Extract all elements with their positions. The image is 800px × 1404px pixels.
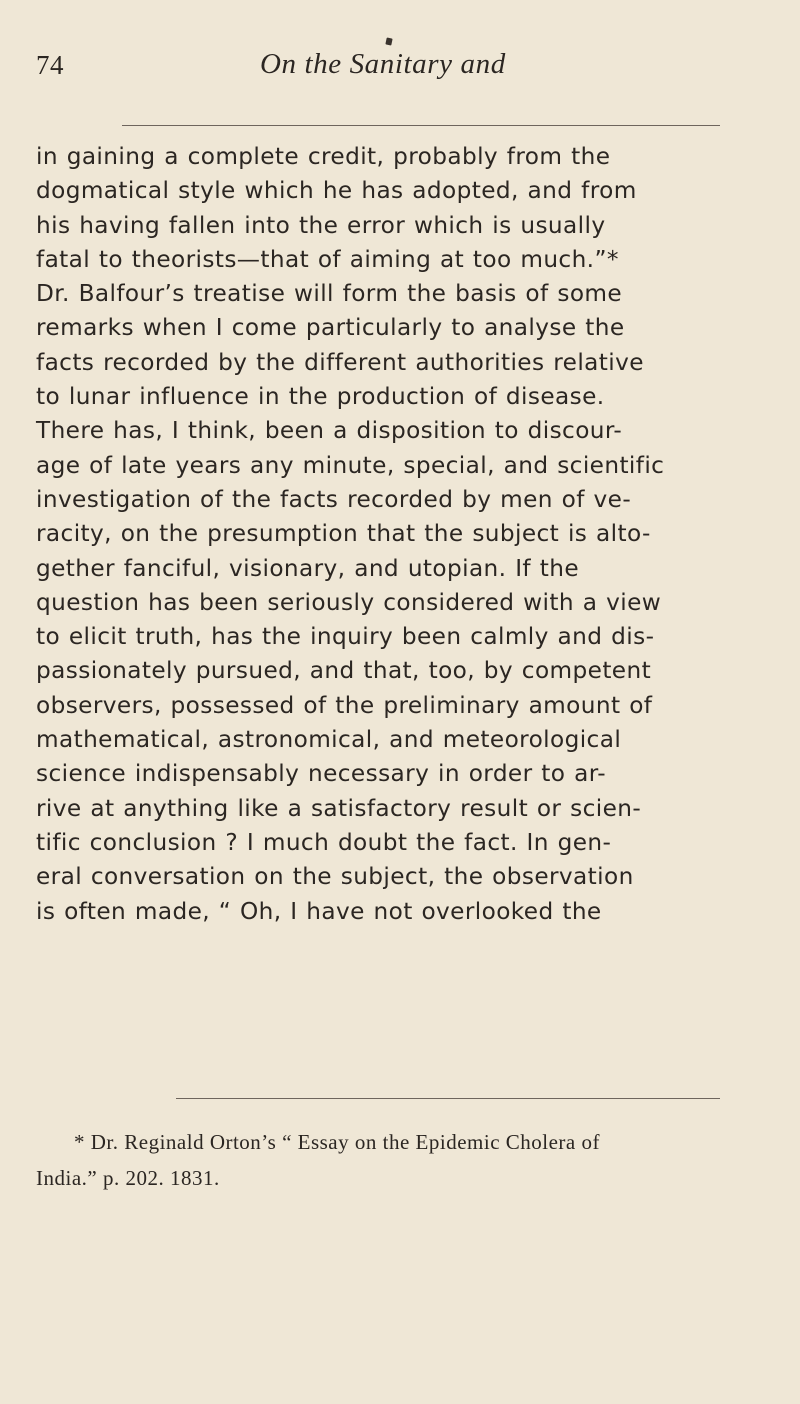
text-line: in gaining a complete credit, probably from the [36,143,611,170]
text-line: his having fallen into the error which is usually [36,211,606,239]
footnote [36,1124,780,1196]
text-line: gether fanciful, visionary, and utopian. If the [36,554,580,582]
text-line: age of late years any minute, special, and scientific [36,451,665,479]
text-line: Dr. Balfour’s treatise will form the basis of some [36,280,623,308]
footnote-rule [176,1098,720,1099]
text-line: remarks when I come particularly to analyse the [36,314,625,342]
text-line: investigation of the facts recorded by men of ve- [36,485,632,513]
page-number: 74 [36,50,64,80]
footnote-line: * Dr. Reginald Orton’s “ Essay on the Epidemic Cholera of [74,1130,600,1154]
ink-mark [385,37,392,45]
text-line: to lunar influence in the production of disease. [36,383,605,411]
text-line: dogmatical style which he has adopted, and from [36,177,637,205]
text-line: rive at anything like a satisfactory result or scien- [36,794,642,822]
text-line: facts recorded by the different authorities relative [36,348,644,376]
running-title: On the Sanitary and [260,48,506,80]
footnote-line: India.” p. 202. 1831. [36,1166,220,1190]
text-line: eral conversation on the subject, the observation [36,863,634,891]
header-rule [122,125,720,126]
text-line: observers, possessed of the preliminary amount of [36,691,653,719]
body-text [36,140,780,929]
text-line: fatal to theorists—that of aiming at too much.”* [36,245,619,273]
text-line: to elicit truth, has the inquiry been calmly and dis- [36,623,655,651]
page-header [0,50,800,90]
text-line: racity, on the presumption that the subject is alto- [36,520,651,548]
text-line: tific conclusion ? I much doubt the fact. In gen- [36,828,612,856]
text-line: There has, I think, been a disposition to discour- [36,417,623,445]
text-line: science indispensably necessary in order to ar- [36,760,606,788]
text-line: is often made, “ Oh, I have not overlooked the [36,897,602,925]
text-line: mathematical, astronomical, and meteorological [36,726,622,754]
text-line: question has been seriously considered with a view [36,588,662,616]
text-line: passionately pursued, and that, too, by competent [36,657,652,685]
